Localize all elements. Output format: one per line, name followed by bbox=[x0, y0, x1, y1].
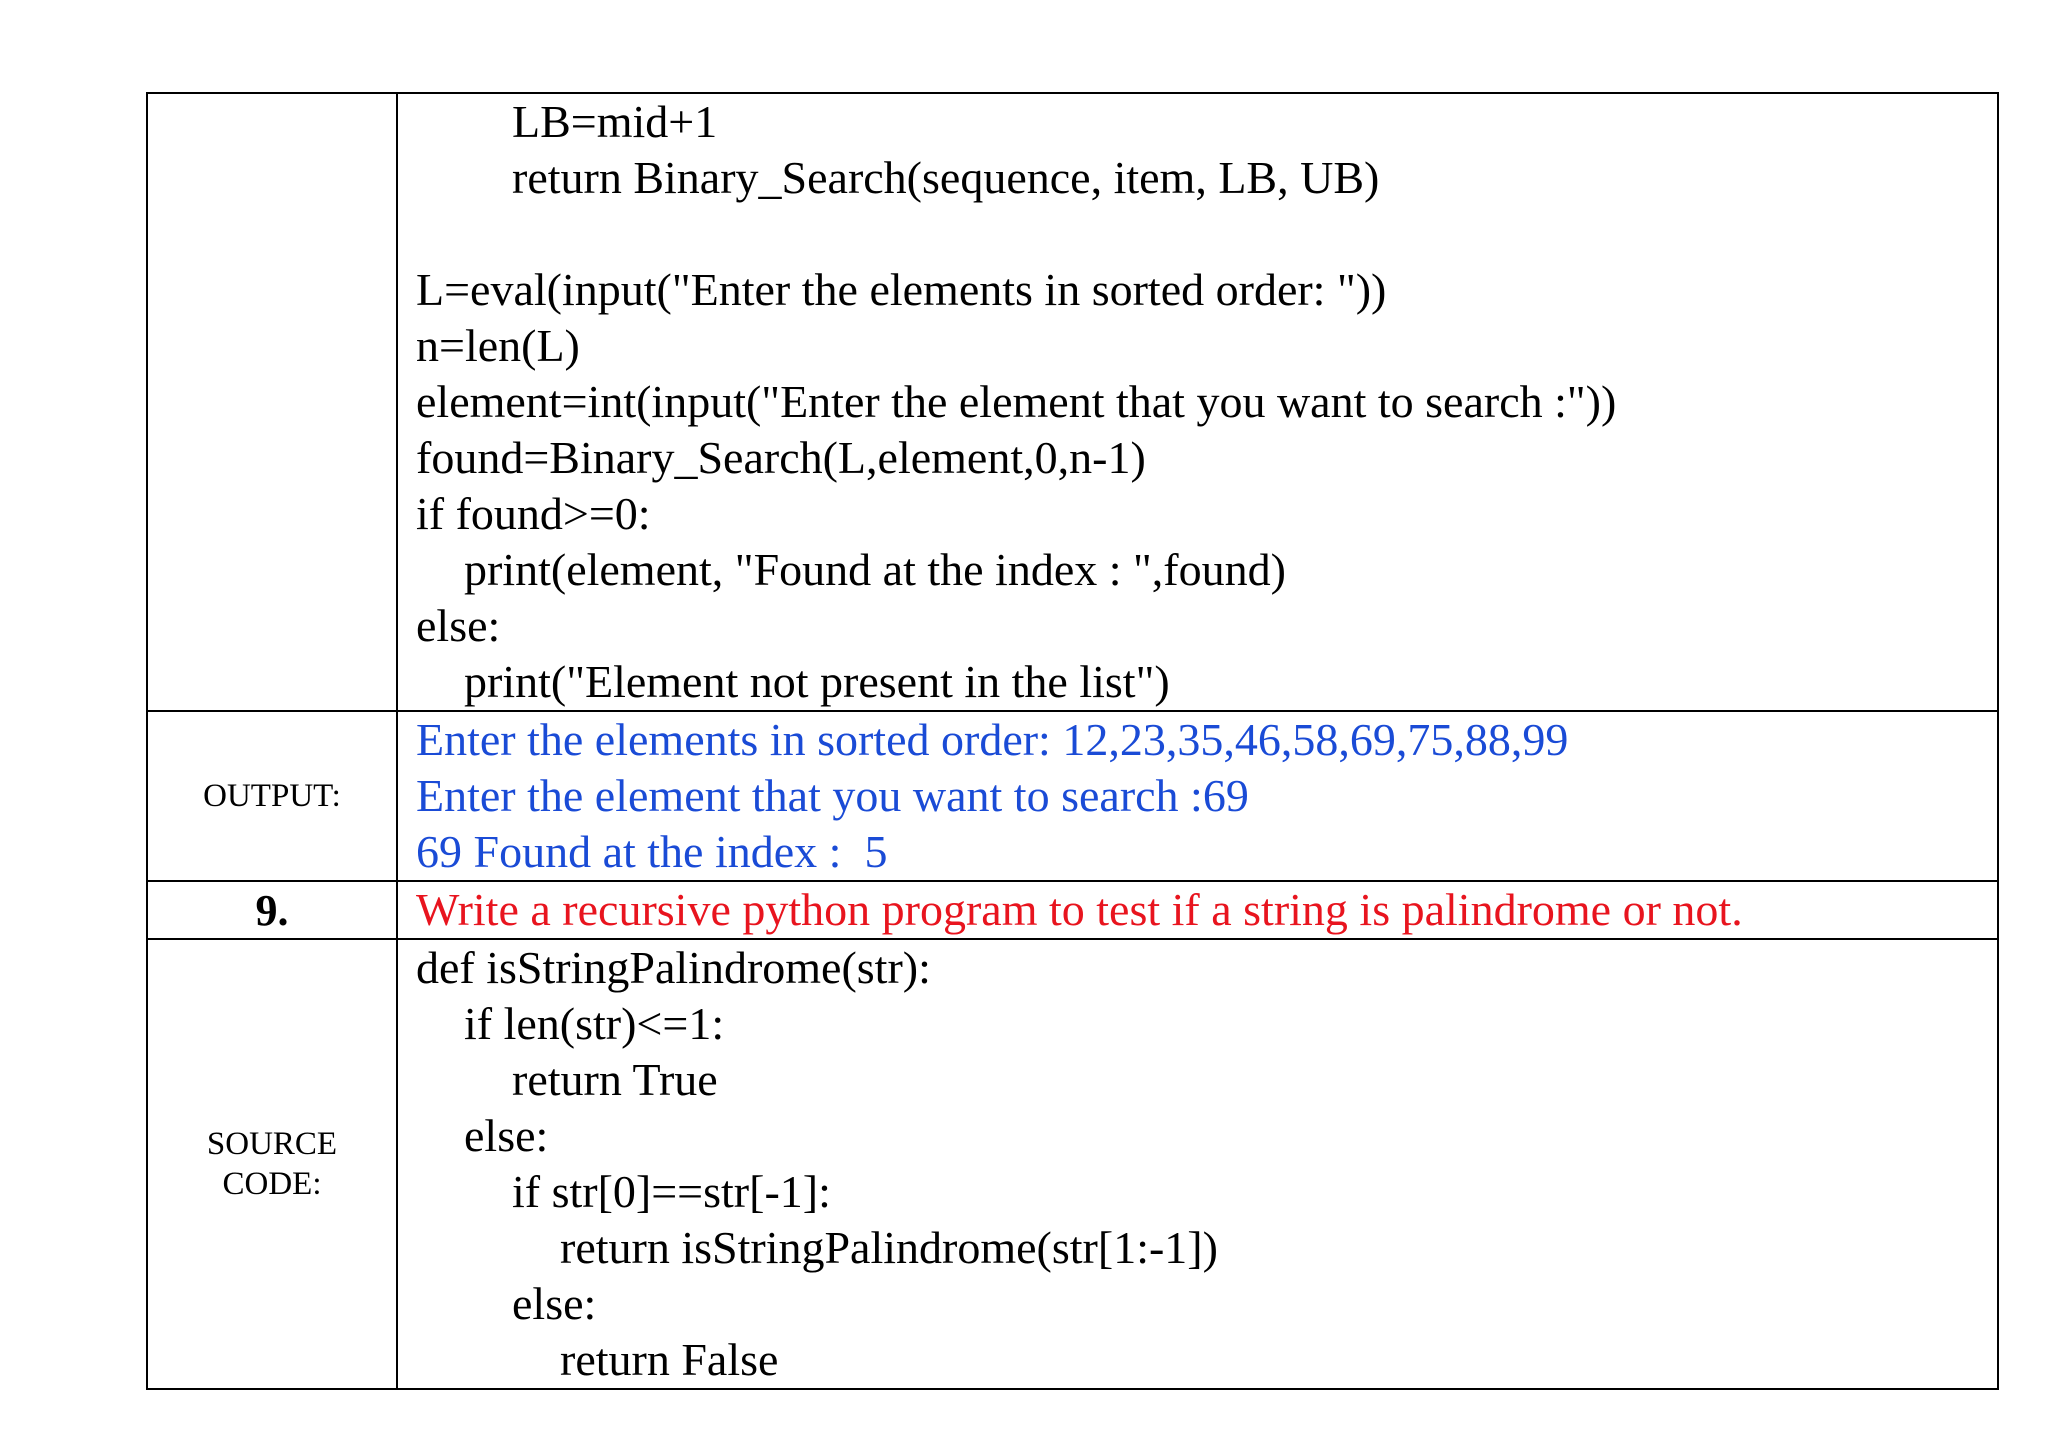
code-cell-palindrome bbox=[397, 939, 1998, 1389]
source-code-label bbox=[147, 939, 397, 1389]
code-line: def isStringPalindrome(str): bbox=[416, 942, 931, 993]
code-line: else: bbox=[416, 600, 501, 651]
code-line: n=len(L) bbox=[416, 320, 580, 371]
table-row bbox=[147, 93, 1998, 711]
question-text: Write a recursive python program to test if a string is palindrome or not. bbox=[397, 881, 1998, 939]
program-table bbox=[146, 92, 1999, 1390]
code-line: L=eval(input("Enter the elements in sorted order: ")) bbox=[416, 264, 1387, 315]
code-line: LB=mid+1 bbox=[512, 96, 718, 147]
code-line: return True bbox=[512, 1054, 718, 1105]
source-label-line2: CODE: bbox=[222, 1166, 322, 1202]
table-row bbox=[147, 711, 1998, 881]
output-label: OUTPUT: bbox=[147, 711, 397, 881]
table-row bbox=[147, 939, 1998, 1389]
code-line: if str[0]==str[-1]: bbox=[512, 1166, 831, 1217]
output-cell bbox=[397, 711, 1998, 881]
output-line: Enter the elements in sorted order: 12,23,35,46,58,69,75,88,99 bbox=[416, 714, 1569, 765]
blank-line bbox=[416, 206, 1997, 262]
question-number: 9. bbox=[147, 881, 397, 939]
code-line: return False bbox=[560, 1334, 779, 1385]
code-line: return isStringPalindrome(str[1:-1]) bbox=[560, 1222, 1218, 1273]
empty-label-cell bbox=[147, 93, 397, 711]
code-line: element=int(input("Enter the element that you want to search :")) bbox=[416, 376, 1617, 427]
code-line: return Binary_Search(sequence, item, LB, UB) bbox=[512, 152, 1380, 203]
output-line: 69 Found at the index : 5 bbox=[416, 826, 888, 877]
source-label-line1: SOURCE bbox=[206, 1126, 338, 1162]
code-line: else: bbox=[464, 1110, 549, 1161]
code-line: if found>=0: bbox=[416, 488, 651, 539]
code-line: if len(str)<=1: bbox=[464, 998, 725, 1049]
code-cell-binary-search bbox=[397, 93, 1998, 711]
output-line: Enter the element that you want to search :69 bbox=[416, 770, 1249, 821]
code-line: print(element, "Found at the index : ",found) bbox=[464, 544, 1286, 595]
code-line: found=Binary_Search(L,element,0,n-1) bbox=[416, 432, 1146, 483]
table-row bbox=[147, 881, 1998, 939]
code-line: print("Element not present in the list") bbox=[464, 656, 1170, 707]
code-line: else: bbox=[512, 1278, 597, 1329]
